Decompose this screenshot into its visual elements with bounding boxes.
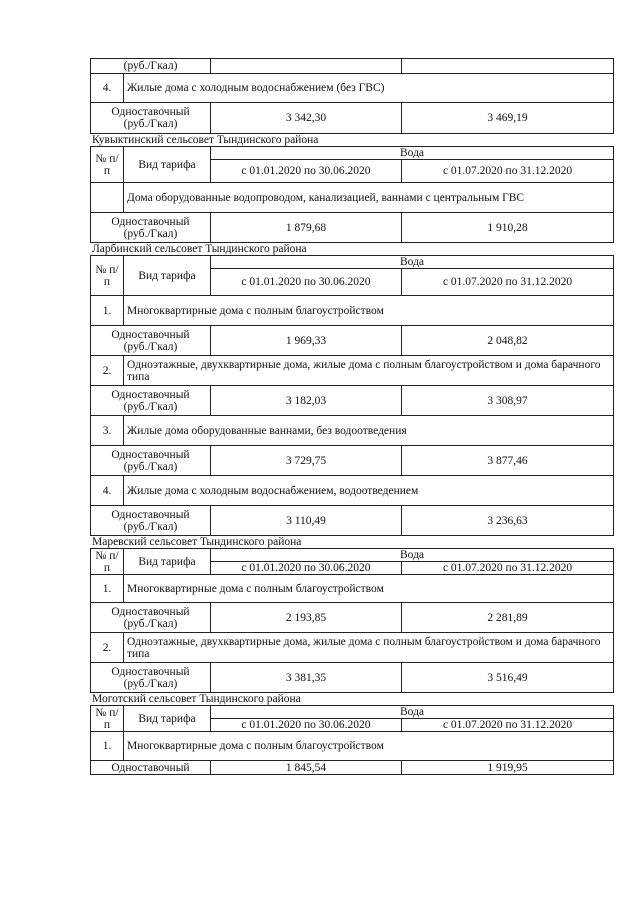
tariff-value-period1: 1 845,54 — [211, 761, 402, 775]
header-tariff-type: Вид тарифа — [124, 706, 211, 732]
header-tariff-type: Вид тарифа — [124, 549, 211, 575]
group-description: Многоквартирные дома с полным благоустройством — [124, 296, 614, 326]
header-period1: с 01.01.2020 по 30.06.2020 — [211, 719, 402, 732]
tariff-value-period2: 2 281,89 — [402, 603, 614, 633]
group-number: 3. — [91, 416, 124, 446]
unit-cell: (руб./Гкал) — [91, 59, 211, 74]
single-rate-label: Одноставочный (руб./Гкал) — [91, 326, 211, 356]
section-title: Маревский сельсовет Тындинского района — [92, 536, 302, 548]
group-description: Многоквартирные дома с полным благоустройством — [124, 732, 614, 761]
header-period2: с 01.07.2020 по 31.12.2020 — [402, 160, 614, 183]
group-description: Многоквартирные дома с полным благоустройством — [124, 575, 614, 603]
header-num: № п/п — [91, 706, 124, 732]
header-period2: с 01.07.2020 по 31.12.2020 — [402, 562, 614, 575]
header-period2: с 01.07.2020 по 31.12.2020 — [402, 719, 614, 732]
tariff-value-period2: 3 516,49 — [402, 663, 614, 693]
tariff-value-period2: 3 469,19 — [402, 103, 614, 134]
tariff-table — [90, 548, 614, 693]
group-description: Дома оборудованные водопроводом, канализацией, ваннами с центральным ГВС — [124, 183, 614, 213]
header-num: № п/п — [91, 256, 124, 296]
tariff-table — [90, 705, 614, 775]
single-rate-label: Одноставочный — [91, 761, 211, 775]
header-period1: с 01.01.2020 по 30.06.2020 — [211, 269, 402, 296]
header-tariff-type: Вид тарифа — [124, 256, 211, 296]
tariff-document — [90, 58, 613, 775]
single-rate-label: Одноставочный (руб./Гкал) — [91, 603, 211, 633]
tariff-value-period1: 1 879,68 — [211, 213, 402, 243]
tariff-value-period1: 3 182,03 — [211, 386, 402, 416]
group-number: 1. — [91, 575, 124, 603]
header-num: № п/п — [91, 147, 124, 183]
group-number: 1. — [91, 296, 124, 326]
group-number: 1. — [91, 732, 124, 761]
header-water: Вода — [211, 256, 614, 269]
group-number: 4. — [91, 476, 124, 506]
header-water: Вода — [211, 706, 614, 719]
section-title: Моготский сельсовет Тындинского района — [92, 693, 301, 705]
tariff-value-period1: 2 193,85 — [211, 603, 402, 633]
tariff-value-period1: 3 342,30 — [211, 103, 402, 134]
group-description: Жилые дома с холодным водоснабжением (без ГВС) — [124, 74, 614, 103]
tariff-value-period2: 3 877,46 — [402, 446, 614, 476]
section-title: Ларбинский сельсовет Тындинского района — [92, 243, 307, 255]
tariff-table-continuation — [90, 58, 614, 134]
tariff-table — [90, 146, 614, 243]
header-period1: с 01.01.2020 по 30.06.2020 — [211, 160, 402, 183]
header-period1: с 01.01.2020 по 30.06.2020 — [211, 562, 402, 575]
tariff-value-period1: 3 729,75 — [211, 446, 402, 476]
tariff-value-period1: 3 381,35 — [211, 663, 402, 693]
header-tariff-type: Вид тарифа — [124, 147, 211, 183]
tariff-value-period2: 1 919,95 — [402, 761, 614, 775]
single-rate-label: Одноставочный (руб./Гкал) — [91, 446, 211, 476]
tariff-value-period2: 1 910,28 — [402, 213, 614, 243]
single-rate-label: Одноставочный (руб./Гкал) — [91, 103, 211, 134]
tariff-table — [90, 255, 614, 536]
group-number: 2. — [91, 356, 124, 386]
single-rate-label: Одноставочный (руб./Гкал) — [91, 506, 211, 536]
tariff-value-period1: 1 969,33 — [211, 326, 402, 356]
header-water: Вода — [211, 147, 614, 160]
single-rate-label: Одноставочный (руб./Гкал) — [91, 386, 211, 416]
section-title: Кувыктинский сельсовет Тындинского района — [92, 134, 319, 146]
tariff-value-period2: 3 308,97 — [402, 386, 614, 416]
single-rate-label: Одноставочный (руб./Гкал) — [91, 213, 211, 243]
group-description: Жилые дома с холодным водоснабжением, водоотведением — [124, 476, 614, 506]
tariff-value-period2: 2 048,82 — [402, 326, 614, 356]
header-period2: с 01.07.2020 по 31.12.2020 — [402, 269, 614, 296]
group-number — [91, 183, 124, 213]
tariff-value-period2: 3 236,63 — [402, 506, 614, 536]
group-description: Жилые дома оборудованные ваннами, без водоотведения — [124, 416, 614, 446]
group-number: 2. — [91, 633, 124, 663]
header-water: Вода — [211, 549, 614, 562]
single-rate-label: Одноставочный (руб./Гкал) — [91, 663, 211, 693]
group-description: Одноэтажные, двухквартирные дома, жилые дома с полным благоустройством и дома барачного типа — [124, 356, 614, 386]
tariff-value-period1: 3 110,49 — [211, 506, 402, 536]
group-number: 4. — [91, 74, 124, 103]
group-description: Одноэтажные, двухквартирные дома, жилые дома с полным благоустройством и дома барачного типа — [124, 633, 614, 663]
header-num: № п/п — [91, 549, 124, 575]
